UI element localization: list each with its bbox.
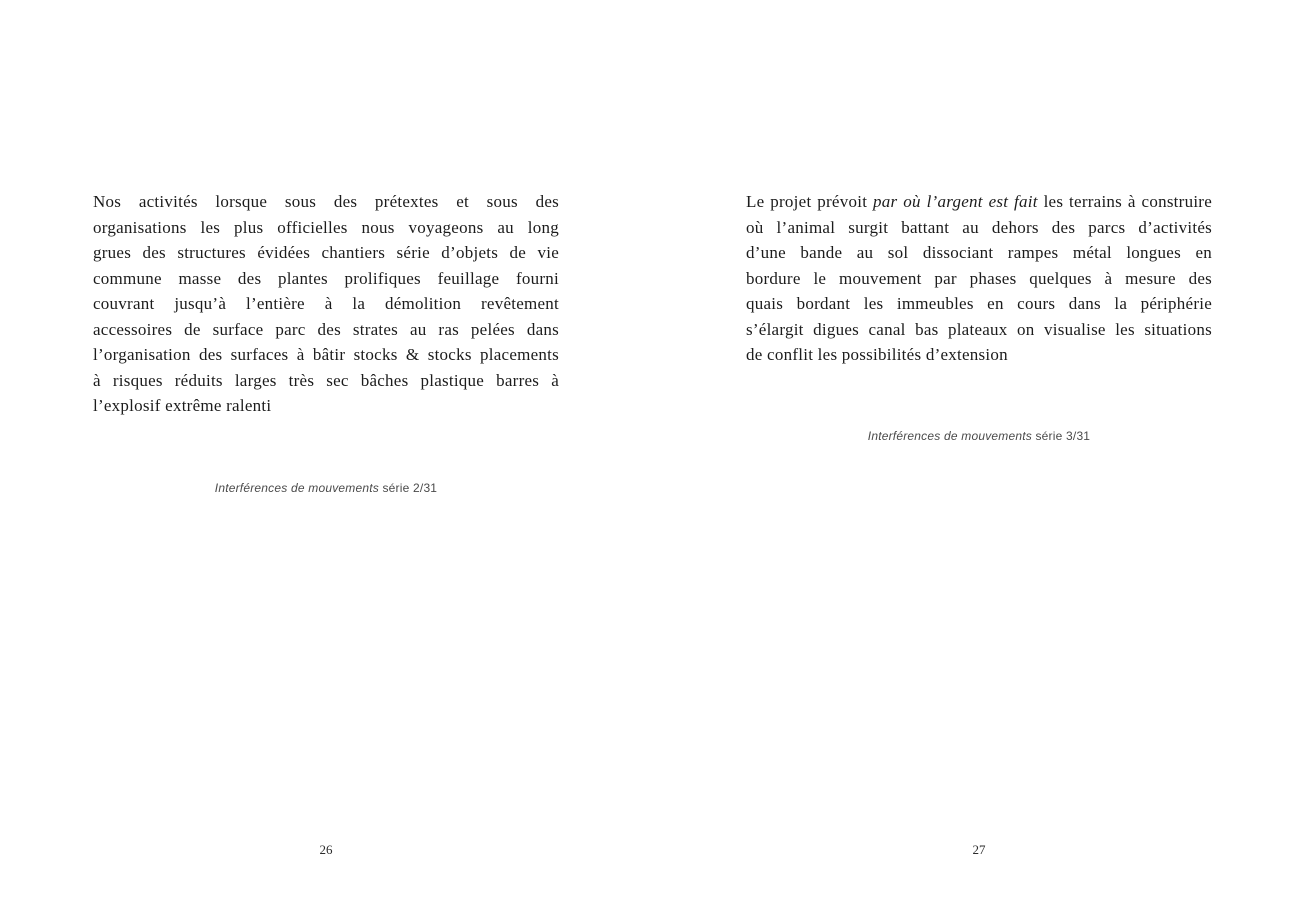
paragraph-text: les terrains à construire — [1037, 192, 1212, 211]
paragraph-text: Le projet prévoit — [746, 192, 874, 211]
paragraph-line: d’une bande au sol dissociant rampes métal longues en — [746, 243, 1212, 262]
paragraph-line: organisations les plus officielles nous voyageons au long — [93, 217, 559, 237]
caption-series-label: série 3/31 — [1031, 429, 1091, 443]
right-page-number: 27 — [972, 842, 986, 857]
paragraph-line: où l’animal surgit battant au dehors des parcs d’activités — [746, 217, 1212, 237]
caption-work-title: Interférences de mouvements — [867, 429, 1032, 443]
paragraph-line: s’élargit digues canal bas plateaux on visualise les situations — [746, 319, 1212, 339]
paragraph-line: couvrant jusqu’à l’entière à la démolition revêtement — [93, 294, 559, 313]
paragraph-line: bordure le mouvement par phases quelques à mesure des — [746, 268, 1212, 288]
right-caption — [746, 429, 1212, 443]
paragraph-line: grues des structures évidées chantiers série d’objets de vie — [93, 243, 559, 262]
paragraph-line: à risques réduits larges très sec bâches plastique barres à — [93, 370, 559, 390]
paragraph-line: accessoires de surface parc des strates au ras pelées dans — [93, 319, 559, 339]
paragraph-line: quais bordant les immeubles en cours dans la périphérie — [746, 294, 1212, 313]
right-page — [653, 0, 1306, 912]
paragraph-line: de conflit les possibilités d’extension — [746, 345, 1008, 364]
paragraph-line: Nos activités lorsque sous des prétextes et sous des — [93, 192, 559, 211]
paragraph-line: l’organisation des surfaces à bâtir stocks & stocks placements — [93, 345, 559, 364]
paragraph-line — [746, 189, 1212, 215]
paragraph-line: l’explosif extrême ralenti — [93, 396, 272, 415]
left-paragraph — [93, 189, 559, 419]
paragraph-line: commune masse des plantes prolifiques feuillage fourni — [93, 268, 559, 288]
caption-work-title: Interférences de mouvements — [214, 481, 379, 495]
caption-series-label: série 2/31 — [378, 481, 438, 495]
paragraph-italic-phrase: par où l’argent est fait — [873, 192, 1038, 211]
left-caption — [93, 481, 559, 495]
right-paragraph — [746, 189, 1212, 368]
left-page-number: 26 — [319, 842, 333, 857]
